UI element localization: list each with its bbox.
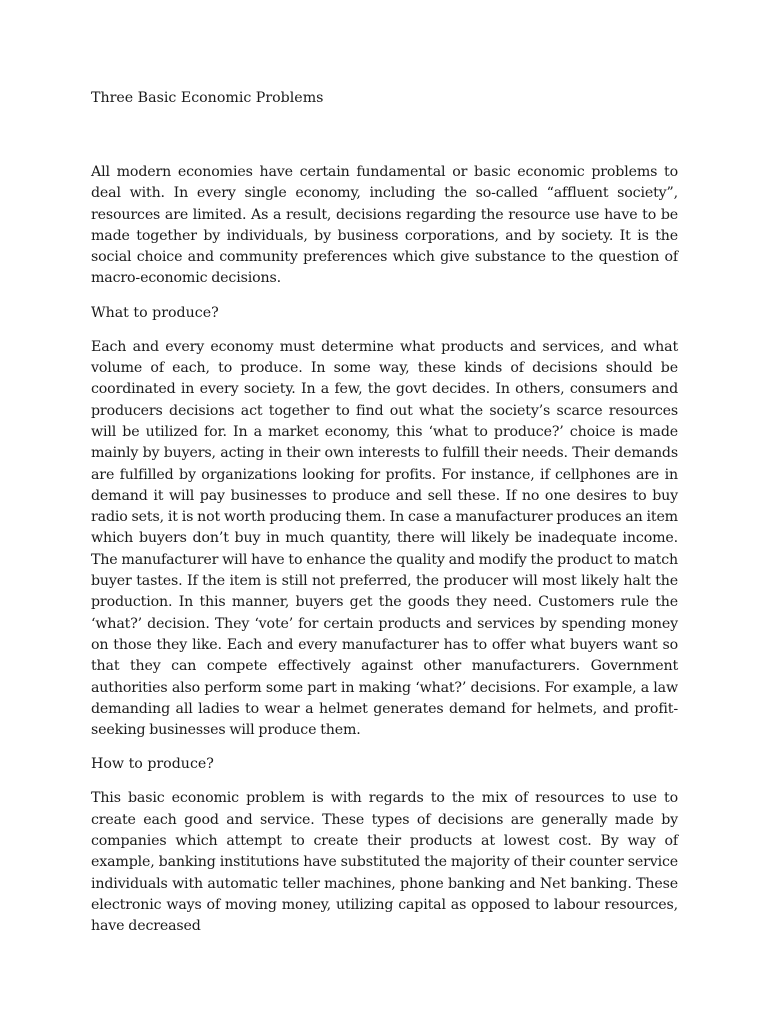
section-body-what-to-produce: Each and every economy must determine what products and services, and what volume of each, to produce. In some way, these kinds of decisions should be coordinated in every society. In a few, the govt decides. In others, consumers and producers decisions act together to find out what the society’s scarce resources will be utilized for. In a market economy, this ‘what to produce?’ choice is made mainly by buyers, acting in their own interests to fulfill their needs. Their demands are fulfilled by organizations looking for profits. For instance, if cellphones are in demand it will pay businesses to produce and sell these. If no one desires to buy radio sets, it is not worth producing them. In case a manufacturer produces an item which buyers don’t buy in much quantity, there will likely be inadequate income. The manufacturer will have to enhance the quality and modify the product to match buyer tastes. If the item is still not preferred, the producer will most likely halt the production. In this manner, buyers get the goods they need. Customers rule the ‘what?’ decision. They ‘vote’ for certain products and services by spending money on those they like. Each and every manufacturer has to offer what buyers want so that they can compete effectively against other manufacturers. Government authorities also perform some part in making ‘what?’ decisions. For example, a law demanding all ladies to wear a helmet generates demand for helmets, and profit-seeking businesses will produce them. [91, 338, 678, 739]
intro-paragraph: All modern economies have certain fundamental or basic economic problems to deal with. In every single economy, including the so-called “affluent society”, resources are limited. As a result, decisions regarding the resource use have to be made together by individuals, by business corporations, and by society. It is the social choice and community preferences which give substance to the question of macro-economic decisions. [91, 164, 678, 287]
document-title: Three Basic Economic Problems [91, 90, 324, 106]
section-body-how-to-produce: This basic economic problem is with regards to the mix of resources to use to create each good and service. These types of decisions are generally made by companies which attempt to create their products at lowest cost. By way of example, banking institutions have substituted the majority of their counter service individuals with automatic teller machines, phone banking and Net banking. These electronic ways of moving money, utilizing capital as opposed to labour resources, have decreased [91, 790, 678, 935]
section-heading-how-to-produce: How to produce? [91, 756, 214, 773]
section-heading-what-to-produce: What to produce? [91, 304, 219, 321]
document-page [91, 88, 678, 951]
